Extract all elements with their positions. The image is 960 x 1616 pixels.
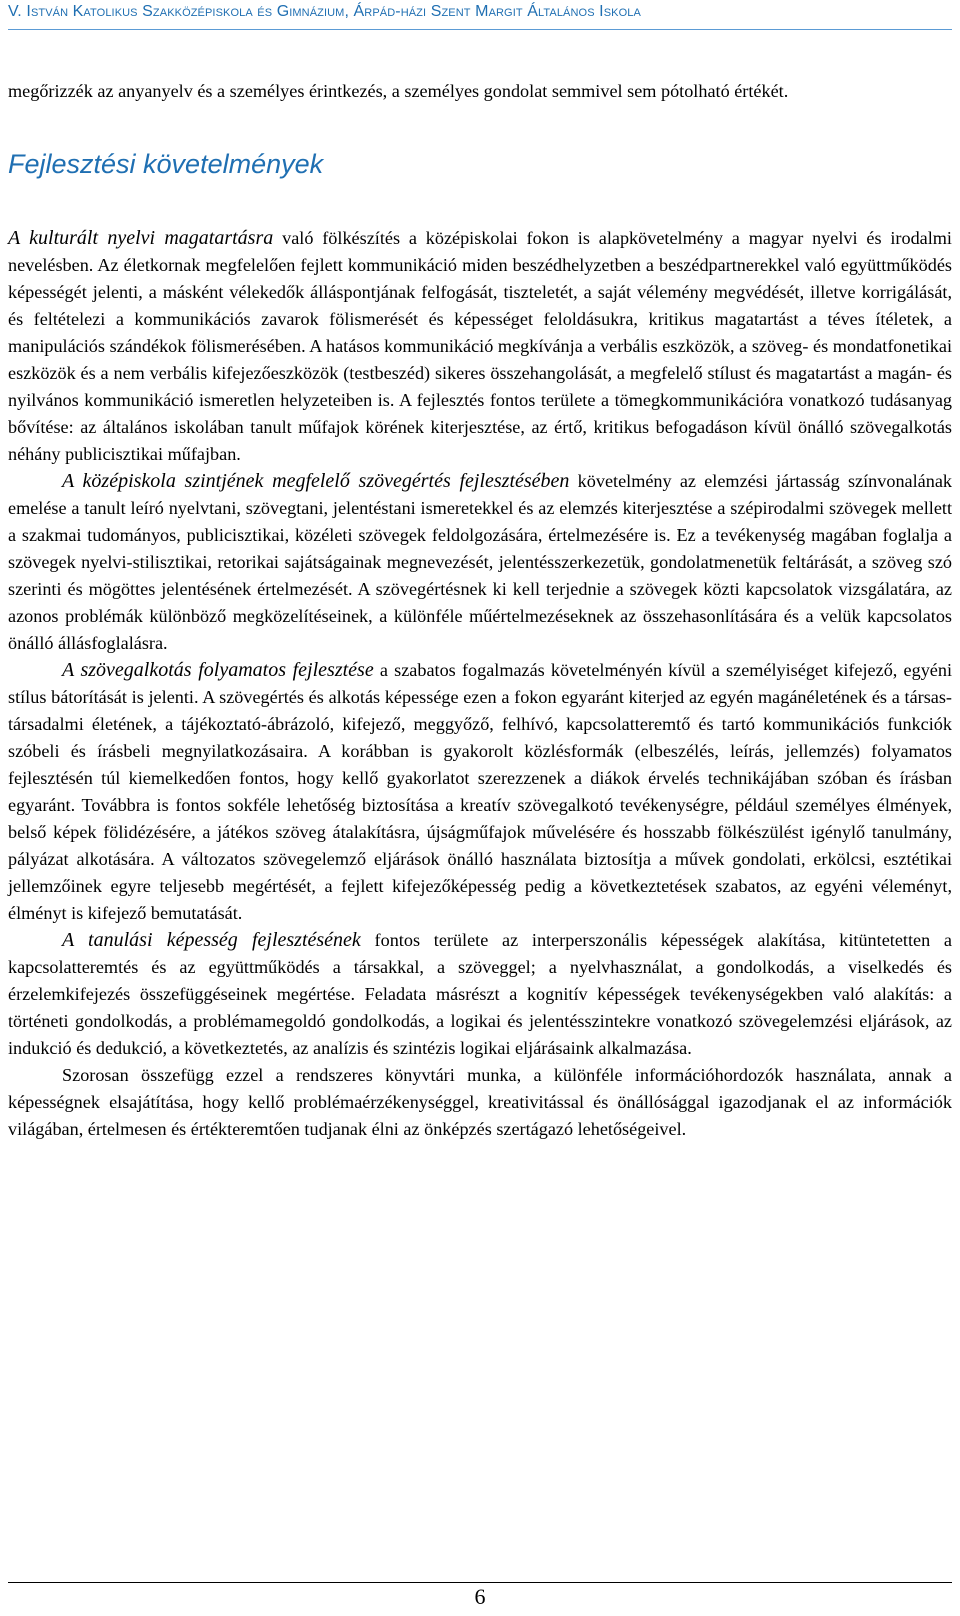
paragraph-text: való fölkészítés a középiskolai fokon is alapkövetelmény a magyar nyelvi és irodalmi nevelésben. Az életkornak megfelelően fejlett kommunikáció miden beszédhelyzetben a beszédpartnerekkel való együttműködés képességét jelenti, a másként vélekedők álláspontjának felfogását, tiszteletét, a saját vélemény megvédését, illetve korrigálását, és feltételezi a kommunikációs zavarok fölismerését és képességet feloldásukra, kritikus magatartást a téves ítéletek, a manipulációs szándékok fölismerésében. A hatásos kommunikáció megkívánja a verbális eszközök, a szöveg- és mondatfonetikai eszközök és a nem verbális kifejezőeszközök (testbeszéd) sikeres összehangolását, a megfelelő stílust és magatartást a magán- és nyilvános kommunikáció ismeretlen helyzeteiben is. A fejlesztés fontos területe a tömegkommunikációra vonatkozó tudásanyag bővítése: az általános iskolában tanult műfajok körének kiterjesztése, az értő, kritikus befogadáson kívül önálló szövegalkotás néhány publicisztikai műfajban. xyxy=(8,228,952,464)
paragraph-text: a szabatos fogalmazás követelményén kívül a személyiséget kifejező, egyéni stílus bátorítását is jelenti. A szövegértés és alkotás képessége ezen a fokon egyaránt kiterjed az egyén magánéletének és a társas-társadalmi életének, a tájékoztató-ábrázoló, kifejező, meggyőző, felhívó, kapcsolatteremtő és tartó kommunikációs funkciók szóbeli és írásbeli megnyilatkozásaira. A korábban is gyakorolt közlésformák (elbeszélés, leírás, jellemzés) folyamatos fejlesztésén túl kiemelkedően fontos, hogy kellő gyakorlatot szerezzenek a diákok érvelés technikájában szóban és írásban egyaránt. Továbbra is fontos sokféle lehetőség biztosítása a kreatív szövegalkotó tevékenységre, például személyes élmények, belső képek fölidézésére, a játékos szöveg átalakításra, újságműfajok művelésére és hosszabb fölkészülést igénylő tanulmány, pályázat alkotására. A változatos szövegelemző eljárások önálló használata biztosítja a művek gondolati, erkölcsi, esztétikai jellemzőinek egyre teljesebb megértését, a fejlett kifejezőképesség pedig a következtetések szabatos, az egyéni véleményt, élményt is kifejező bemutatását. xyxy=(8,660,953,923)
intro-paragraph: megőrizzék az anyanyelv és a személyes érintkezés, a személyes gondolat semmivel sem pótolható értékét. xyxy=(8,81,789,101)
paragraph-library-work xyxy=(8,1062,952,1143)
paragraph-lead: A kulturált nyelvi magatartásra xyxy=(8,227,274,249)
paragraph-text: követelmény az elemzési jártasság színvonalának emelése a tanult leíró nyelvtani, szövegtani, jelentéstani ismeretekkel és az elemzés kiterjesztése a szépirodalmi szövegek mellett a szakmai tudományos, publicisztikai, közéleti szövegek feldolgozására, értelmezésére is. Ez a tevékenység magában foglalja a szövegek nyelvi-stilisztikai, retorikai sajátságainak megnevezését, jelentésszerkezetük, gondolatmenetük feltárását, a szöveg szó szerinti és mögöttes jelentésének értelmezését. A szövegértésnek ki kell terjednie a szövegek közti kapcsolatok vizsgálatára, az azonos problémák különböző megközelítéseinek, a különféle műértelmezéseknek az összehasonlítására és a velük kapcsolatos önálló állásfoglalásra. xyxy=(8,471,953,653)
paragraph-text: fontos területe az interperszonális képességek alakítása, kitüntetetten a kapcsolatteremtés és az együttműködés a társakkal, a szöveggel; a nyelvhasználat, a gondolkodás, a viselkedés és érzelemkifejezés összefüggéseinek megértése. Feladata másrészt a kognitív képességek tevékenységekben való alakítás: a történeti gondolkodás, a problémamegoldó gondolkodás, a logikai és jelentésszintekre vonatkozó szövegelemzési eljárások, az indukció és dedukció, a következtetés, az analízis és szintézis logikai eljárásaink alkalmazása. xyxy=(8,930,952,1058)
paragraph-communication xyxy=(8,225,952,468)
paragraph-text: Szorosan összefügg ezzel a rendszeres könyvtári munka, a különféle információhordozók használata, annak a képességnek elsajátítása, hogy kellő problémaérzékenységgel, kreativitással és önállósággal igazodjanak el az információk világában, értelmesen és értékteremtően tudjanak élni az önképzés szertágazó lehetőségeivel. xyxy=(8,1065,952,1139)
paragraph-text-comprehension xyxy=(8,468,952,657)
page-header xyxy=(0,0,960,40)
page-number: 6 xyxy=(474,1584,486,1609)
school-name-header: V. István Katolikus Szakközépiskola és Gimnázium, Árpád-házi Szent Margit Általános Iskola xyxy=(8,3,641,20)
header-divider xyxy=(8,29,952,30)
section-heading: Fejlesztési követelmények xyxy=(8,149,324,179)
document-body xyxy=(8,78,952,1143)
paragraph-lead: A középiskola szintjének megfelelő szövegértés fejlesztésében xyxy=(62,470,570,492)
paragraph-lead: A szövegalkotás folyamatos fejlesztése xyxy=(62,659,374,681)
paragraph-text-composition xyxy=(8,657,952,927)
paragraph-learning-ability xyxy=(8,927,952,1062)
paragraph-lead: A tanulási képesség fejlesztésének xyxy=(62,929,361,951)
